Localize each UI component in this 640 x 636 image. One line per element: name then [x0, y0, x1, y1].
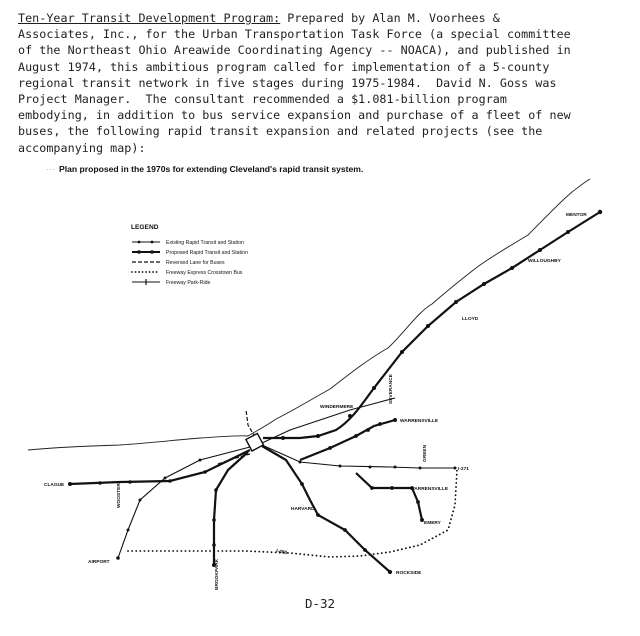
intro-paragraph: [18, 10, 628, 156]
section-title: Ten-Year Transit Development Program:: [18, 11, 281, 25]
paragraph-line-1: Prepared by Alan M. Voorhees &: [280, 11, 500, 25]
label-i480: I-480: [275, 549, 288, 557]
label-mentor: MENTOR: [566, 213, 587, 218]
label-rockside: ROCKSIDE: [396, 571, 422, 576]
label-harvard: HARVARD: [291, 507, 315, 512]
lake-erie-shoreline: [28, 179, 590, 450]
label-warrensville-north: WARRENSVILLE: [400, 419, 439, 424]
legend-freeway-express: Freeway Express Crosstown Bus: [166, 270, 243, 276]
legend-proposed-rapid: Proposed Rapid Transit and Station: [166, 250, 248, 256]
transit-map: [0, 178, 640, 590]
label-clague: CLAGUE: [44, 483, 65, 488]
proposed-warrensville-north-line: [300, 420, 395, 460]
label-brookpark: BROOKPARK: [215, 558, 220, 590]
map-caption: [46, 164, 363, 174]
label-airport: AIRPORT: [88, 560, 110, 565]
caption-text: Plan proposed in the 1970s for extending Cleveland's rapid transit system.: [58, 164, 364, 174]
proposed-mentor-line: [263, 212, 600, 438]
existing-airport-line: [118, 447, 250, 558]
paragraph-line-7: embodying, in addition to bus service expansion and purchase of a fleet of new: [18, 108, 571, 123]
legend-park-ride: Freeway Park-Ride: [166, 280, 211, 286]
paragraph-line-5: regional transit network in five stages during 1975-1984. David N. Goss was: [18, 75, 557, 90]
proposed-brookpark-line: [214, 452, 248, 565]
page-number: D-32: [304, 596, 336, 611]
label-willoughby: WILLOUGHBY: [528, 259, 561, 264]
map-legend: [131, 224, 248, 286]
paragraph-line-8: buses, the following rapid transit expansion and related projects (see the: [18, 124, 543, 139]
label-wooster: WOOSTER: [117, 483, 122, 508]
paragraph-line-2: Associates, Inc., for the Urban Transportation Task Force (a special committee: [18, 27, 571, 42]
paragraph-line-3: of the Northeast Ohio Areawide Coordinating Agency -- NOACA), and published in: [18, 43, 571, 58]
paragraph-line-9: accompanying map):: [18, 140, 146, 155]
label-severance: SEVERANCE: [389, 374, 394, 404]
crosstown-bus-route: [128, 470, 457, 557]
legend-existing-rapid: Existing Rapid Transit and Station: [166, 240, 244, 246]
label-warrensville-south: WARRENSVILLE: [410, 487, 449, 492]
paragraph-line-6: Project Manager. The consultant recommended a $1.081-billion program: [18, 92, 507, 107]
legend-reversed-lane: Reversed Lane for Buses: [166, 260, 225, 266]
label-windermere: WINDERMERE: [320, 405, 354, 410]
label-emery: EMERY: [424, 521, 441, 526]
paragraph-line-4: August 1974, this ambitious program called for implementation of a 5-county: [18, 59, 550, 74]
legend-title: LEGEND: [131, 224, 159, 231]
label-i271: I-271: [458, 467, 469, 472]
caption-lead: ···: [46, 164, 55, 174]
label-green: GREEN: [423, 444, 428, 462]
proposed-emery-line: [356, 473, 422, 520]
label-lloyd: LLOYD: [462, 317, 479, 322]
